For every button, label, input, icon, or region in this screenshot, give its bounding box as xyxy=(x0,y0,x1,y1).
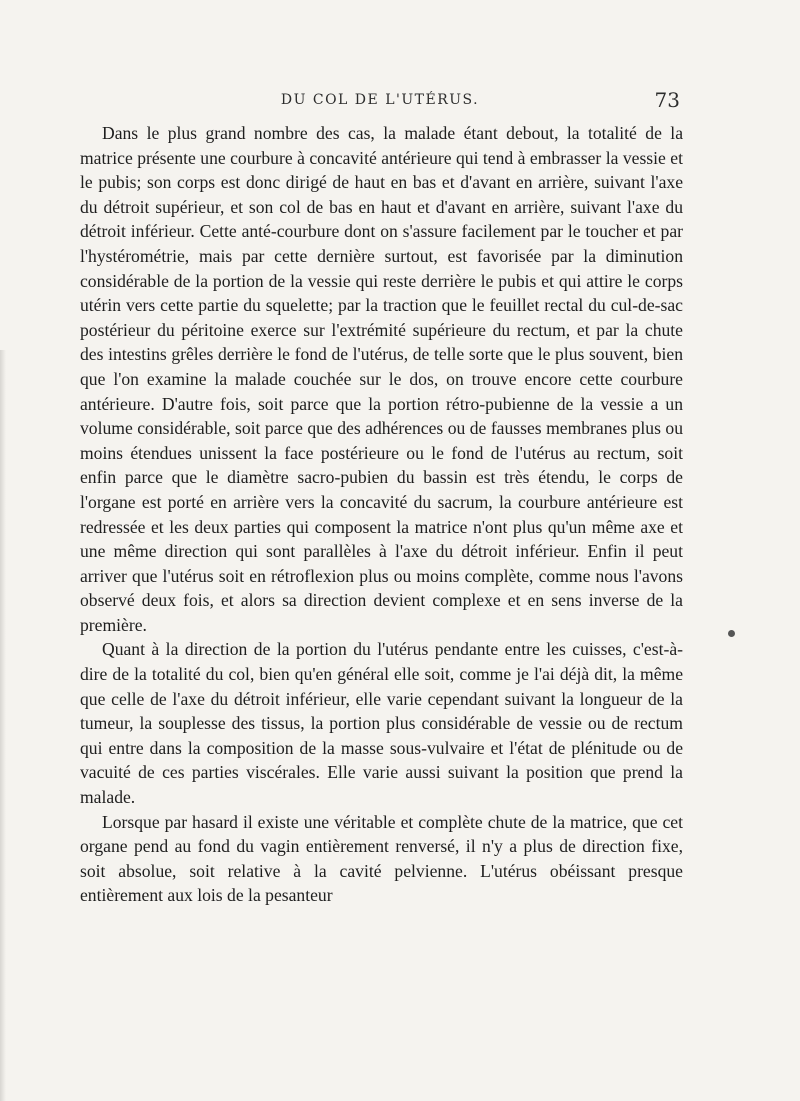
body-text xyxy=(80,121,683,1021)
paragraph: Quant à la direction de la portion du l'utérus pendante entre les cuisses, c'est-à-dire de la totalité du col, bien qu'en général elle soit, comme je l'ai déjà dit, la même que celle de l'axe du détroit inférieur, elle varie cependant suivant la longueur de la tumeur, la souplesse des tissus, la portion plus considérable de vessie ou de rectum qui entre dans la composition de la masse sous-vulvaire et l'état de plénitude ou de vacuité de ces parties viscérales. Elle varie aussi suivant la position que prend la malade. xyxy=(80,639,683,808)
page-edge-shadow xyxy=(0,350,6,1101)
running-head xyxy=(80,88,680,118)
page-number: 73 xyxy=(654,88,680,112)
paragraph: Dans le plus grand nombre des cas, la malade étant debout, la totalité de la matrice présente une courbure à concavité antérieure qui tend à embrasser la vessie et le pubis; son corps est donc dirigé de haut en bas et d'avant en arrière, suivant l'axe du détroit supérieur, et son col de bas en haut et d'avant en arrière, suivant l'axe du détroit inférieur. Cette anté-courbure dont on s'assure facilement par le toucher et par l'hystérométrie, mais par cette dernière surtout, est favorisée par la diminution considérable de la portion de la vessie qui reste derrière le pubis et qui attire le corps utérin vers cette partie du squelette; par la traction que le feuillet rectal du cul-de-sac postérieur du péritoine exerce sur l'extrémité supérieure du rectum, et par la chute des intestins grêles derrière le fond de l'utérus, de telle sorte que le plus souvent, bien que l'on examine la malade couchée sur le dos, on trouve encore cette courbure antérieure. D'autre fois, soit parce que la portion rétro-pubienne de la vessie a un volume considérable, soit parce que des adhérences ou de fausses membranes plus ou moins étendues unissent la face postérieure ou le fond de l'utérus au rectum, soit enfin parce que le diamètre sacro-pubien du bassin est très étendu, le corps de l'organe est porté en arrière vers la concavité du sacrum, la courbure antérieure est redressée et les deux parties qui composent la matrice n'ont plus qu'un même axe et une même direction qui sont parallèles à l'axe du détroit inférieur. Enfin il peut arriver que l'utérus soit en rétroflexion plus ou moins complète, comme nous l'avons observé deux fois, et alors sa direction devient complexe et en sens inverse de la première. xyxy=(80,123,683,635)
margin-ink-dot xyxy=(728,630,735,637)
running-title: DU COL DE L'UTÉRUS. xyxy=(280,92,480,108)
paragraph: Lorsque par hasard il existe une véritable et complète chute de la matrice, que cet organe pend au fond du vagin entièrement renversé, il n'y a plus de direction fixe, soit absolue, soit relative à la cavité pelvienne. L'utérus obéissant presque entièrement aux lois de la pesanteur xyxy=(80,811,683,906)
